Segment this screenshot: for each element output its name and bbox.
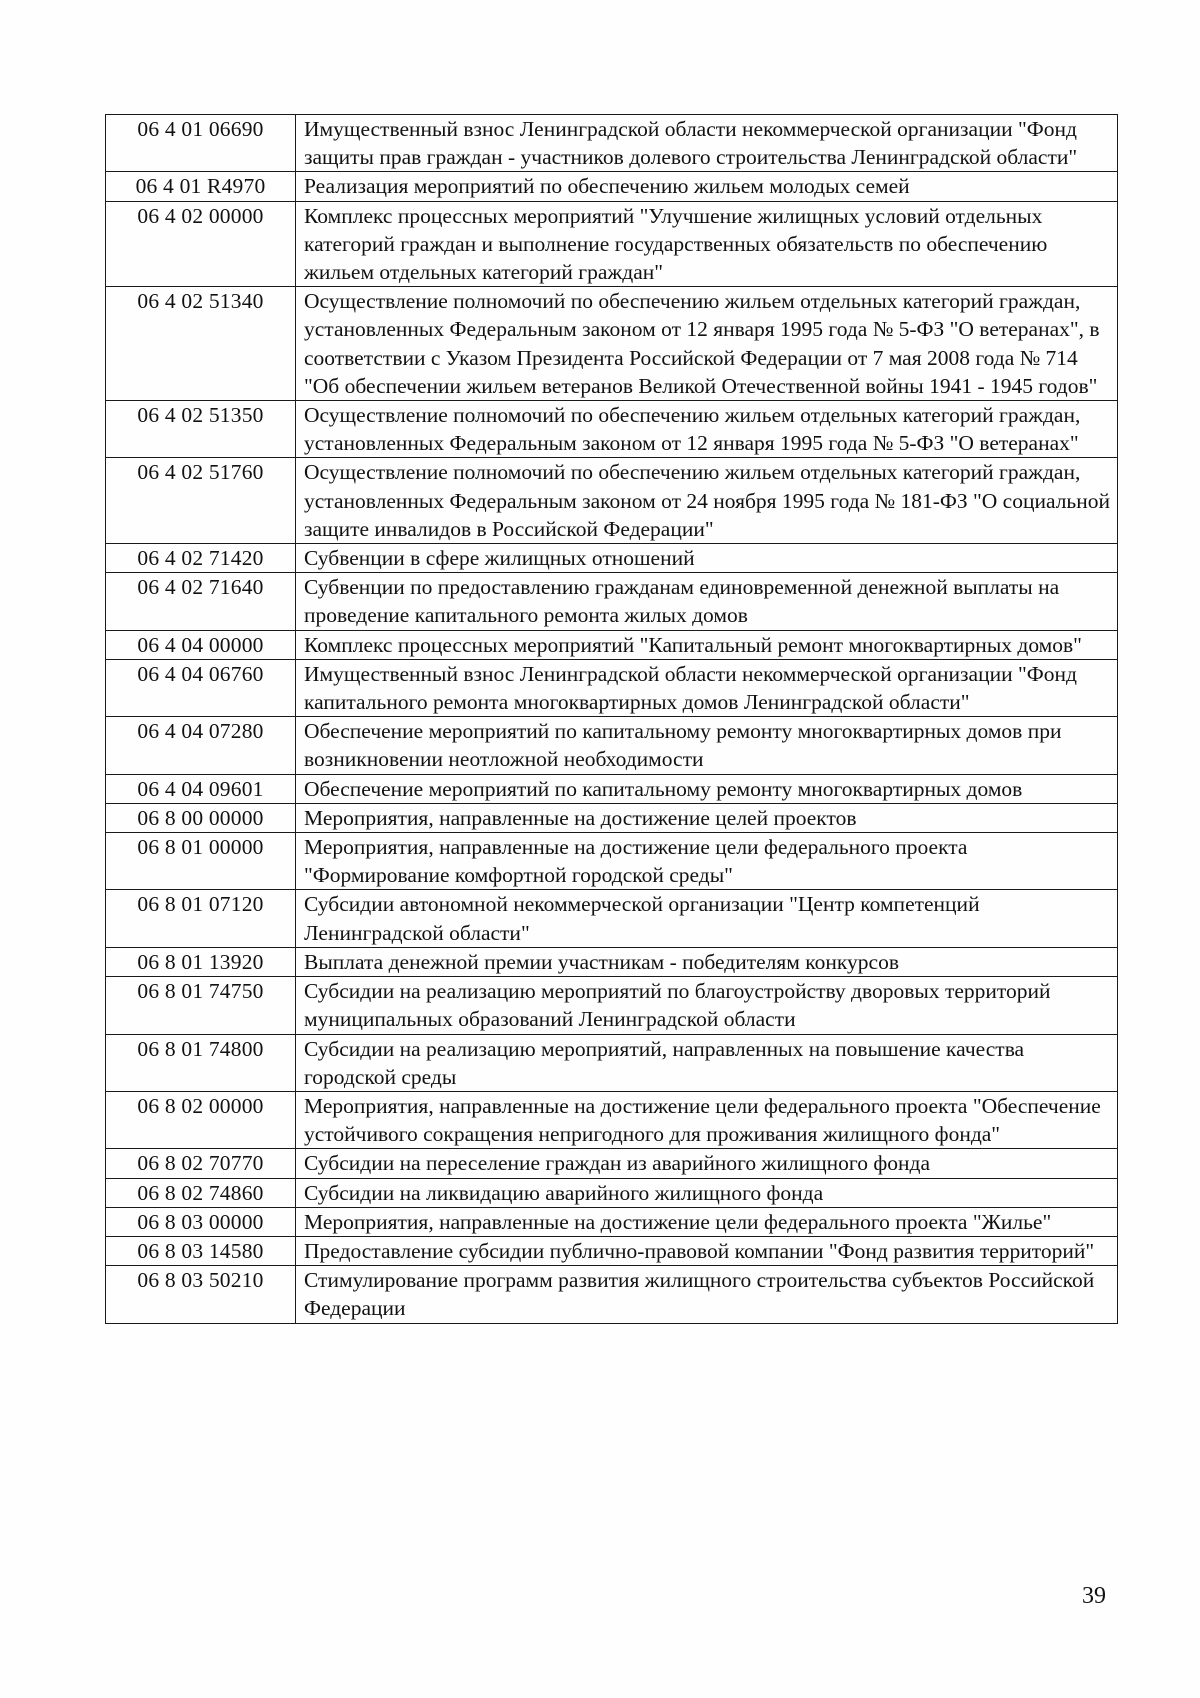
table-row <box>106 115 1118 172</box>
table-row <box>106 803 1118 832</box>
row-code: 06 4 02 71640 <box>106 573 296 630</box>
row-code: 06 8 00 00000 <box>106 803 296 832</box>
row-description: Мероприятия, направленные на достижение цели федерального проекта "Формирование комфортной городской среды" <box>296 833 1118 890</box>
row-description: Субсидии на ликвидацию аварийного жилищного фонда <box>296 1178 1118 1207</box>
row-description: Субсидии на реализацию мероприятий, направленных на повышение качества городской среды <box>296 1034 1118 1091</box>
row-description: Комплекс процессных мероприятий "Улучшение жилищных условий отдельных категорий граждан и выполнение государственных обязательств по обеспечению жильем отдельных категорий граждан" <box>296 201 1118 287</box>
table-row <box>106 717 1118 774</box>
row-code: 06 8 02 70770 <box>106 1149 296 1178</box>
table-row <box>106 573 1118 630</box>
table-row <box>106 947 1118 976</box>
row-description: Субсидии на переселение граждан из аварийного жилищного фонда <box>296 1149 1118 1178</box>
table-row <box>106 544 1118 573</box>
row-code: 06 8 03 50210 <box>106 1266 296 1323</box>
table-row <box>106 659 1118 716</box>
row-code: 06 4 04 06760 <box>106 659 296 716</box>
row-code: 06 4 02 51350 <box>106 401 296 458</box>
table-row <box>106 890 1118 947</box>
row-code: 06 8 01 13920 <box>106 947 296 976</box>
table-row <box>106 1266 1118 1323</box>
row-description: Осуществление полномочий по обеспечению жильем отдельных категорий граждан, установленных Федеральным законом от 12 января 1995 года № 5-ФЗ "О ветеранах" <box>296 401 1118 458</box>
row-description: Мероприятия, направленные на достижение целей проектов <box>296 803 1118 832</box>
row-code: 06 4 02 51340 <box>106 287 296 401</box>
row-code: 06 4 02 00000 <box>106 201 296 287</box>
row-description: Субсидии автономной некоммерческой организации "Центр компетенций Ленинградской области" <box>296 890 1118 947</box>
row-code: 06 4 04 00000 <box>106 630 296 659</box>
table-row <box>106 287 1118 401</box>
row-code: 06 8 02 74860 <box>106 1178 296 1207</box>
table-row <box>106 1178 1118 1207</box>
row-description: Субвенции по предоставлению гражданам единовременной денежной выплаты на проведение капитального ремонта жилых домов <box>296 573 1118 630</box>
row-description: Стимулирование программ развития жилищного строительства субъектов Российской Федерации <box>296 1266 1118 1323</box>
row-code: 06 8 01 74800 <box>106 1034 296 1091</box>
row-code: 06 4 02 51760 <box>106 458 296 544</box>
table-row <box>106 774 1118 803</box>
page-number: 39 <box>1082 1583 1106 1609</box>
table-row <box>106 172 1118 201</box>
row-code: 06 4 04 09601 <box>106 774 296 803</box>
row-code: 06 8 01 00000 <box>106 833 296 890</box>
row-code: 06 8 03 00000 <box>106 1207 296 1236</box>
row-description: Выплата денежной премии участникам - победителям конкурсов <box>296 947 1118 976</box>
row-description: Предоставление субсидии публично-правовой компании "Фонд развития территорий" <box>296 1236 1118 1265</box>
table-row <box>106 1034 1118 1091</box>
row-description: Комплекс процессных мероприятий "Капитальный ремонт многоквартирных домов" <box>296 630 1118 659</box>
row-code: 06 4 04 07280 <box>106 717 296 774</box>
table-row <box>106 1236 1118 1265</box>
table-row <box>106 1091 1118 1148</box>
row-description: Субвенции в сфере жилищных отношений <box>296 544 1118 573</box>
row-description: Мероприятия, направленные на достижение цели федерального проекта "Жилье" <box>296 1207 1118 1236</box>
table-body <box>106 115 1118 1324</box>
table-row <box>106 1149 1118 1178</box>
row-description: Осуществление полномочий по обеспечению жильем отдельных категорий граждан, установленных Федеральным законом от 24 ноября 1995 года № 181-ФЗ "О социальной защите инвалидов в Российской Федерации" <box>296 458 1118 544</box>
row-code: 06 4 02 71420 <box>106 544 296 573</box>
row-code: 06 8 01 74750 <box>106 977 296 1034</box>
budget-code-table <box>105 114 1118 1324</box>
row-description: Осуществление полномочий по обеспечению жильем отдельных категорий граждан, установленных Федеральным законом от 12 января 1995 года № 5-ФЗ "О ветеранах", в соответствии с Указом Президента Российской Федерации от 7 мая 2008 года № 714 "Об обеспечении жильем ветеранов Великой Отечественной войны 1941 - 1945 годов" <box>296 287 1118 401</box>
table-row <box>106 833 1118 890</box>
row-description: Реализация мероприятий по обеспечению жильем молодых семей <box>296 172 1118 201</box>
row-code: 06 4 01 06690 <box>106 115 296 172</box>
table-row <box>106 401 1118 458</box>
table-row <box>106 977 1118 1034</box>
table-row <box>106 458 1118 544</box>
table-row <box>106 201 1118 287</box>
row-description: Субсидии на реализацию мероприятий по благоустройству дворовых территорий муниципальных образований Ленинградской области <box>296 977 1118 1034</box>
row-code: 06 4 01 R4970 <box>106 172 296 201</box>
table-row <box>106 1207 1118 1236</box>
row-code: 06 8 01 07120 <box>106 890 296 947</box>
row-code: 06 8 02 00000 <box>106 1091 296 1148</box>
row-description: Имущественный взнос Ленинградской области некоммерческой организации "Фонд капитального ремонта многоквартирных домов Ленинградской области" <box>296 659 1118 716</box>
row-description: Обеспечение мероприятий по капитальному ремонту многоквартирных домов при возникновении неотложной необходимости <box>296 717 1118 774</box>
table-row <box>106 630 1118 659</box>
row-description: Обеспечение мероприятий по капитальному ремонту многоквартирных домов <box>296 774 1118 803</box>
row-code: 06 8 03 14580 <box>106 1236 296 1265</box>
row-description: Имущественный взнос Ленинградской области некоммерческой организации "Фонд защиты прав граждан - участников долевого строительства Ленинградской области" <box>296 115 1118 172</box>
row-description: Мероприятия, направленные на достижение цели федерального проекта "Обеспечение устойчивого сокращения непригодного для проживания жилищного фонда" <box>296 1091 1118 1148</box>
